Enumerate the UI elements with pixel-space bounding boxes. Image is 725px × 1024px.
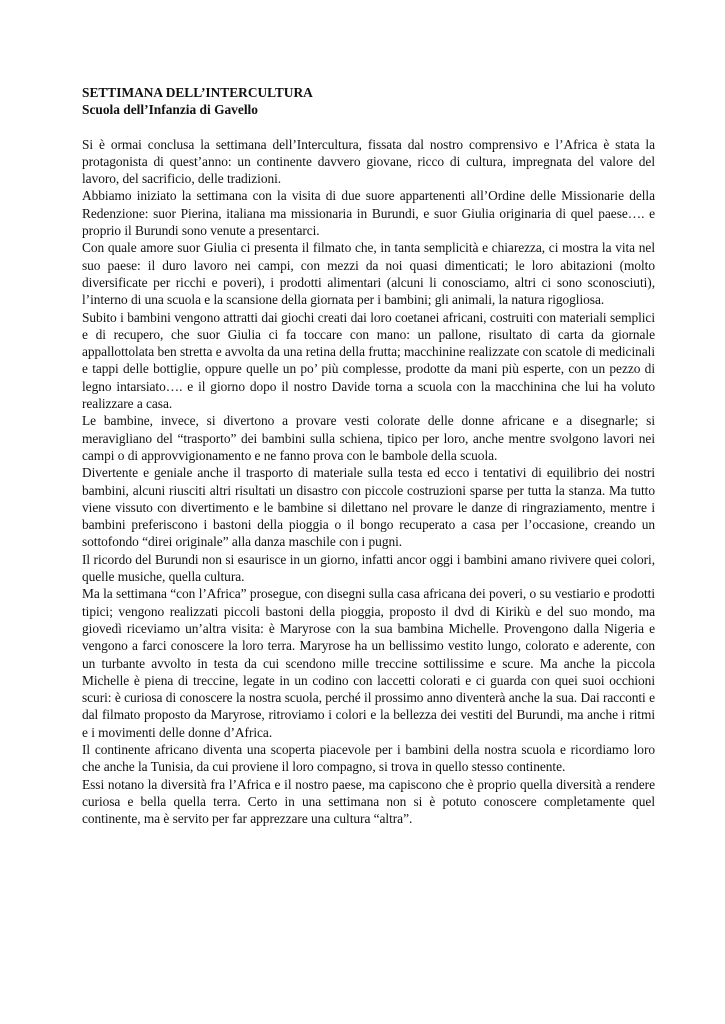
paragraph: Abbiamo iniziato la settimana con la visita di due suore appartenenti all’Ordine delle Missionarie della Redenzione: suor Pierina, italiana ma missionaria in Burundi, e suor Giulia originaria di quel paese…. e proprio il Burundi sono venute a presentarci.: [82, 188, 655, 239]
document-page: [82, 84, 655, 827]
paragraph: Subito i bambini vengono attratti dai giochi creati dai loro coetanei africani, costruiti con materiali semplici e di recupero, che suor Giulia ci fa toccare con mano: un pallone, risultato di carta da giornale appallottolata ben stretta e avvolta da una retina della frutta; macchinine realizzate con scatole di medicinali e tappi delle bottiglie, oppure quelle un po’ più complesse, prodotte da mani più esperte, con un pezzo di legno intarsiato…. e il giorno dopo il nostro Davide torna a scuola con la macchinina che lui ha voluto realizzare a casa.: [82, 309, 655, 412]
paragraph: Si è ormai conclusa la settimana dell’Intercultura, fissata dal nostro comprensivo e l’Africa è stata la protagonista di quest’anno: un continente davvero giovane, ricco di cultura, impregnata del valore del lavoro, del sacrificio, delle tradizioni.: [82, 136, 655, 187]
paragraph: Divertente e geniale anche il trasporto di materiale sulla testa ed ecco i tentativi di equilibrio dei nostri bambini, alcuni riusciti altri risultati un disastro con piccole costruzioni sparse per tutta la stanza. Ma tutto viene vissuto con divertimento e le bambine si dilettano nel provare le danze di ringraziamento, mentre i bambini preferiscono i bastoni della pioggia o il bongo recuperato a casa per l’occasione, creando un sottofondo “direi originale” alla danza maschile con i pugni.: [82, 465, 655, 550]
document-body: [82, 136, 655, 828]
title-spacer: [82, 119, 655, 136]
paragraph: Le bambine, invece, si divertono a provare vesti colorate delle donne africane e a disegnarle; si meravigliano del “trasporto” dei bambini sulla schiena, tipico per loro, anche mentre svolgono lavori nei campi o di approvvigionamento e ne fanno prova con le bambole della scuola.: [82, 413, 655, 463]
paragraph: Ma la settimana “con l’Africa” prosegue, con disegni sulla casa africana dei poveri, o su vestiario e prodotti tipici; vengono realizzati piccoli bastoni della pioggia, proposto il dvd di Kirikù e del suo mondo, ma giovedì riceviamo un’altra visita: è Maryrose con la sua bambina Michelle. Provengono dalla Nigeria e vengono a farci conoscere la loro terra. Maryrose ha un bellissimo vestito lungo, colorato e aderente, con un turbante avvolto in testa da cui scendono mille treccine sottilissime e scure. Ma anche la piccola Michelle è piena di treccine, legate in un codino con laccetti colorati e ci guarda con quei suoi occhioni scuri: è curiosa di conoscere la nostra scuola, perché il prossimo anno diventerà anche la sua. Dai racconti e dal filmato proposto da Maryrose, ritroviamo i colori e la bellezza dei vestiti del Burundi, ma anche i ritmi e i movimenti delle donne d’Africa.: [82, 586, 655, 740]
document-subtitle: Scuola dell’Infanzia di Gavello: [82, 102, 258, 118]
paragraph: Il ricordo del Burundi non si esaurisce in un giorno, infatti ancor oggi i bambini amano rivivere quei colori, quelle musiche, quella cultura.: [82, 551, 655, 585]
paragraph: Con quale amore suor Giulia ci presenta il filmato che, in tanta semplicità e chiarezza, ci mostra la vita nel suo paese: il duro lavoro nei campi, con mezzi da noi quasi dimenticati; le loro abitazioni (molto diversificate per ricchi e poveri), i prodotti alimentari (alcuni li conosciamo, altri ci sono sconosciuti), l’interno di una scuola e la scansione della giornata per i bambini; gli animali, la natura rigogliosa.: [82, 240, 655, 308]
paragraph: Il continente africano diventa una scoperta piacevole per i bambini della nostra scuola e ricordiamo loro che anche la Tunisia, da cui proviene il loro compagno, si trova in quello stesso continente.: [82, 741, 655, 775]
document-title: SETTIMANA DELL’INTERCULTURA: [82, 85, 313, 100]
paragraph: Essi notano la diversità fra l’Africa e il nostro paese, ma capiscono che è proprio quella diversità a rendere curiosa e bella quella terra. Certo in una settimana non si è potuto conoscere completamente quel continente, ma è servito per far apprezzare una cultura “altra”.: [82, 776, 655, 827]
